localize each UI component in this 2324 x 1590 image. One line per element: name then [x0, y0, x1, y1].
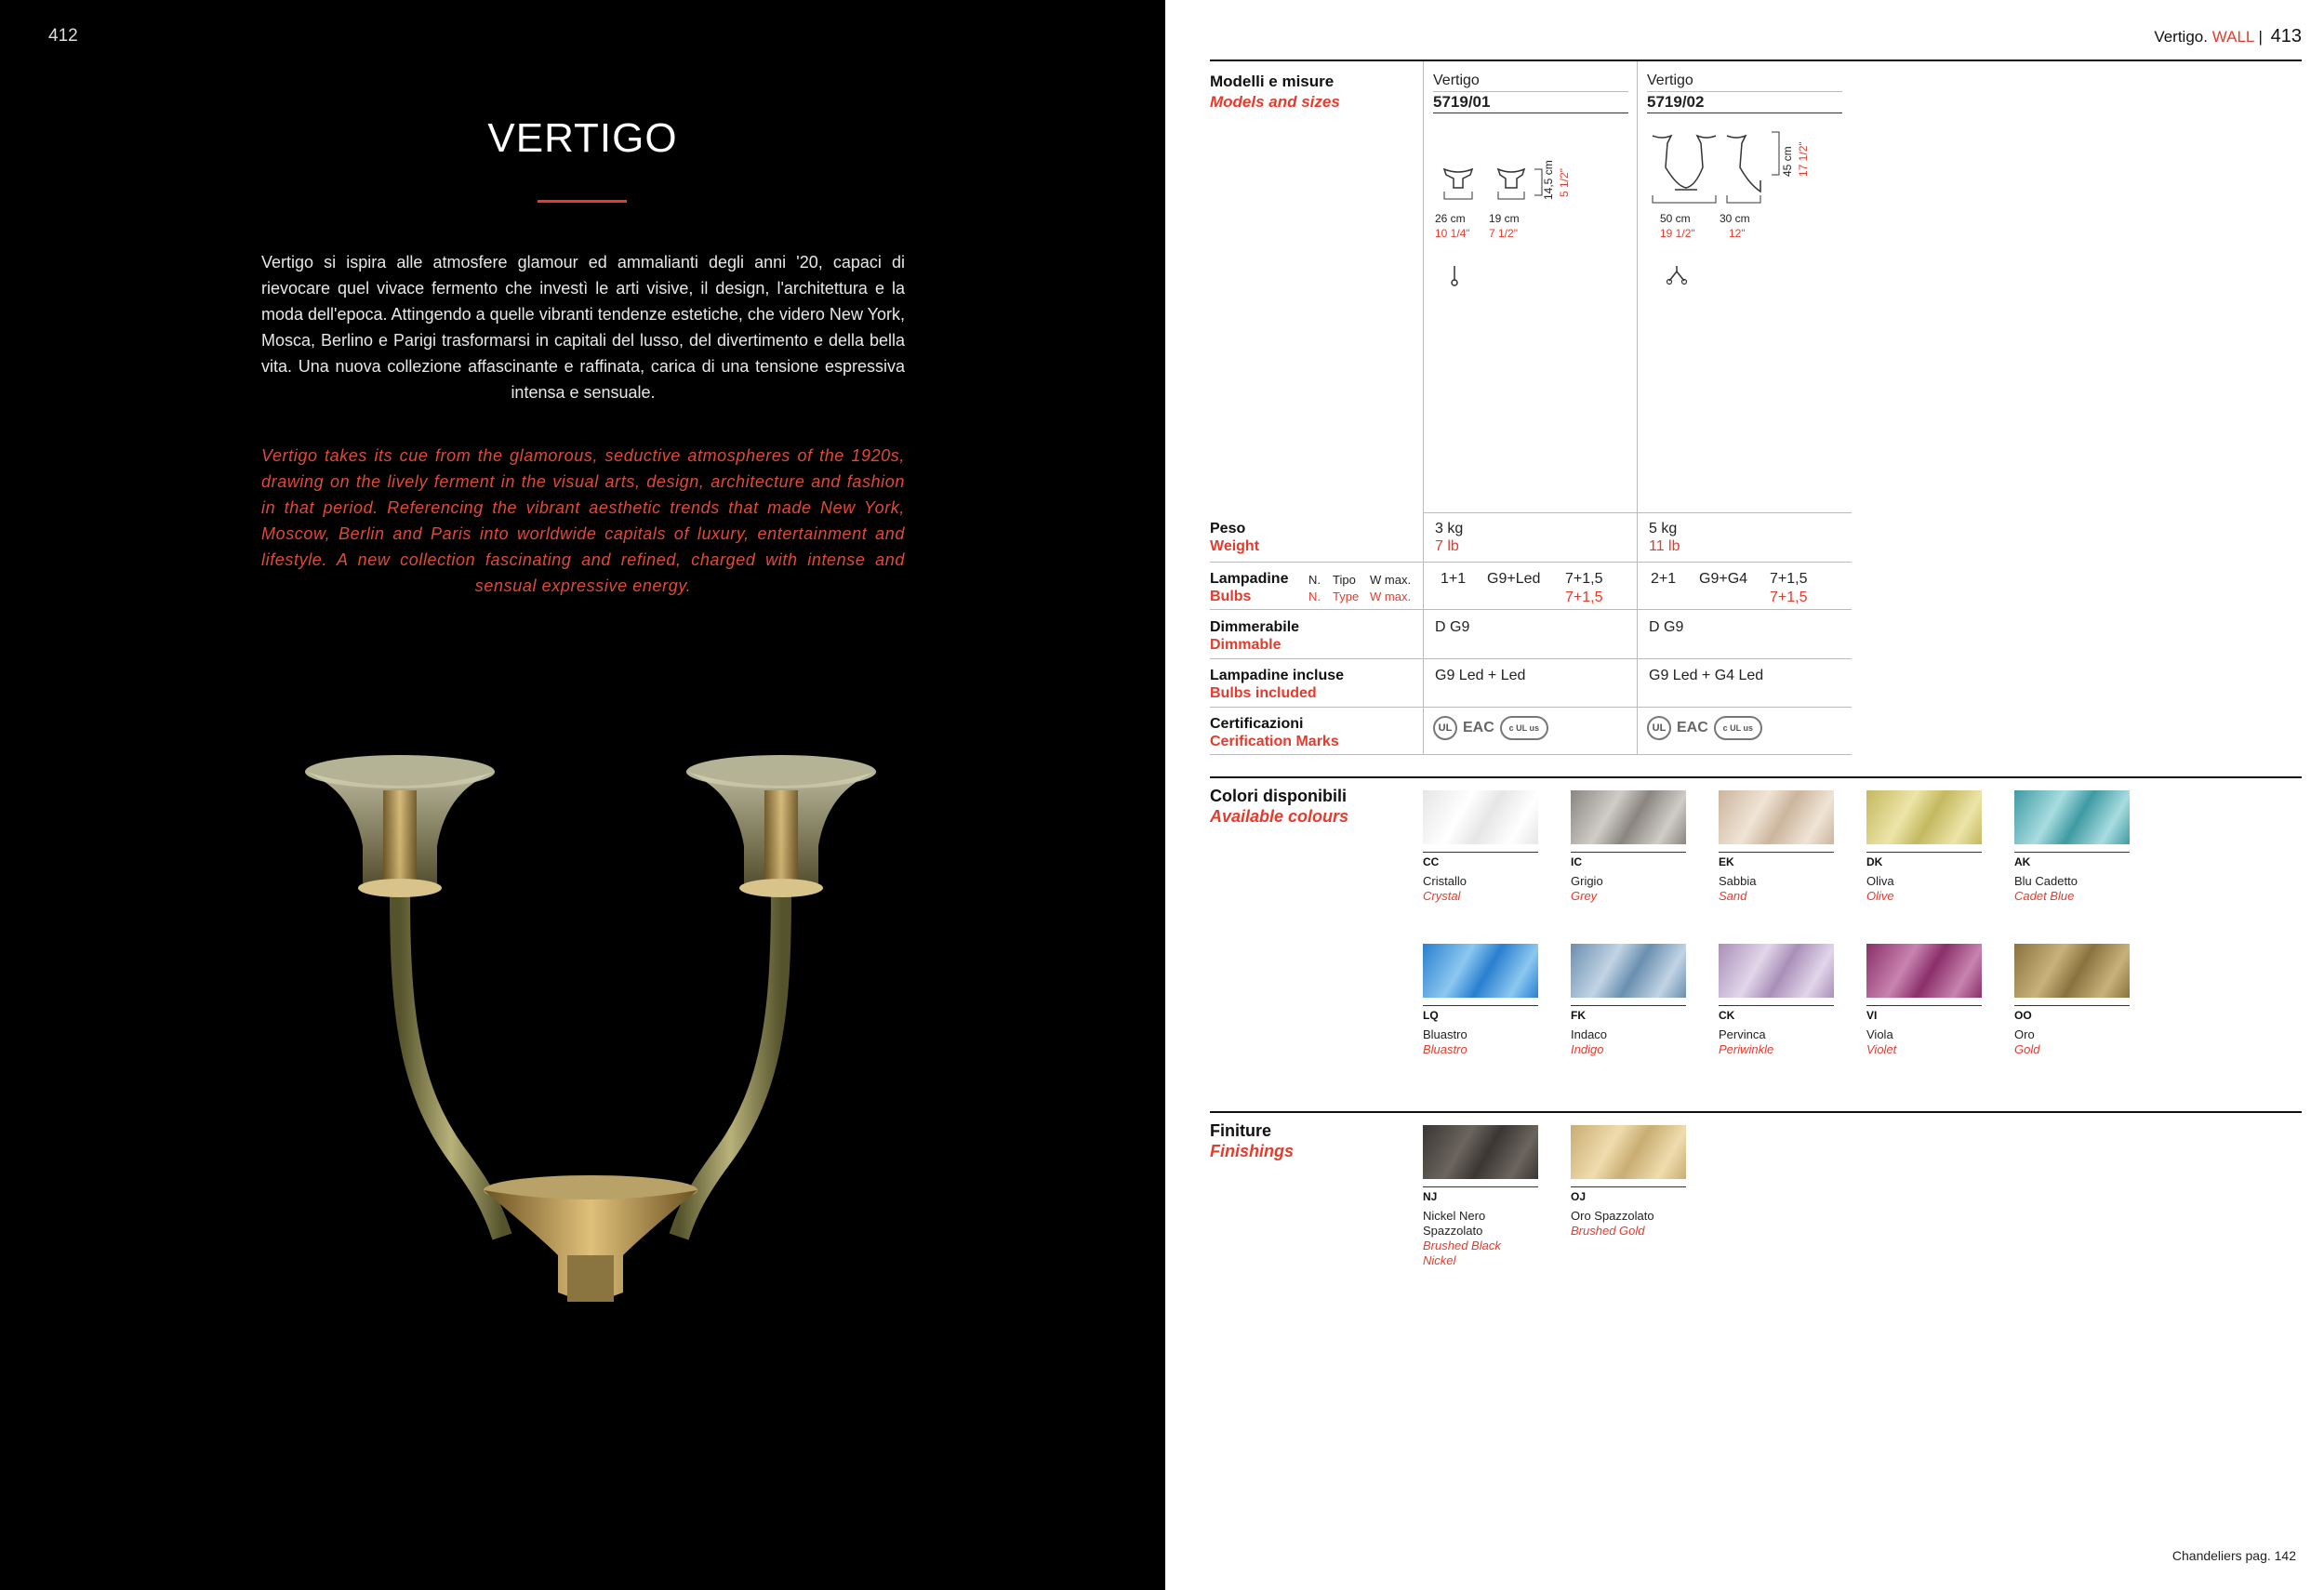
dimmable-label-en: Dimmable [1210, 637, 1282, 653]
swatch-rule [1866, 852, 1982, 853]
model-2-width-cm: 50 cm [1660, 212, 1691, 225]
finishe-code: OJ [1571, 1190, 1587, 1203]
colour-name-en: Bluastro [1423, 1042, 1467, 1056]
model-2-weight-lb: 11 lb [1649, 538, 1680, 554]
colour-code: DK [1866, 855, 1883, 868]
model-1-cert-marks [1433, 716, 1548, 740]
page-number-right: 413 [2270, 26, 2302, 46]
model-1-width-cm: 26 cm [1435, 212, 1466, 225]
colour-name-en: Violet [1866, 1042, 1897, 1056]
running-header: Vertigo. WALL | 413 [2154, 26, 2302, 46]
colour-swatch-image [1423, 944, 1538, 998]
model-2-height-cm: 45 cm [1781, 146, 1794, 177]
model-2-height-in: 17 1/2" [1797, 141, 1810, 177]
models-label-it: Modelli e misure [1210, 73, 1335, 90]
cert-label-it: Certificazioni [1210, 716, 1304, 732]
colour-code: IC [1571, 855, 1582, 868]
model-1-width-in: 10 1/4" [1435, 227, 1470, 240]
ul-mark-icon: UL [1647, 716, 1671, 740]
colour-swatch-image [1719, 790, 1834, 844]
wall-mount-icon [1666, 264, 1688, 286]
finishe-name-it: Oro Spazzolato [1571, 1209, 1654, 1223]
model-rule [1647, 91, 1842, 92]
model-1-bulb-n: 1+1 [1441, 571, 1467, 587]
included-label-it: Lampadine incluse [1210, 668, 1345, 683]
column-separator [1423, 61, 1424, 754]
cert-label-en: Cerification Marks [1210, 734, 1339, 749]
colour-code: VI [1866, 1009, 1878, 1022]
swatch-rule [1571, 1005, 1686, 1006]
colour-swatch-image [2014, 944, 2130, 998]
colour-code: EK [1719, 855, 1734, 868]
row-rule [1210, 609, 1852, 610]
colour-swatch [1866, 944, 1982, 1057]
ul-mark-icon: UL [1433, 716, 1457, 740]
model-2-code: 5719/02 [1647, 93, 1705, 111]
row-rule [1210, 754, 1852, 755]
model-1-dimmable: D G9 [1435, 619, 1470, 635]
swatch-rule [1423, 1005, 1538, 1006]
bulbs-n-label-en: N. [1308, 590, 1321, 603]
finishe-swatch-image [1571, 1125, 1686, 1179]
row-rule [1210, 562, 1852, 563]
colour-name-it: Cristallo [1423, 874, 1467, 888]
swatch-rule [1719, 1005, 1834, 1006]
finishe-name-it: Nickel Nero Spazzolato [1423, 1209, 1486, 1238]
colour-code: FK [1571, 1009, 1586, 1022]
bulbs-n-label-it: N. [1308, 573, 1321, 587]
colour-name-it: Oro [2014, 1027, 2035, 1041]
model-1-depth-in: 7 1/2" [1489, 227, 1518, 240]
model-2-name: Vertigo [1647, 73, 1693, 88]
model-1-name: Vertigo [1433, 73, 1480, 88]
swatch-rule [1571, 1186, 1686, 1187]
swatch-rule [1423, 1186, 1538, 1187]
model-2-depth-cm: 30 cm [1720, 212, 1750, 225]
swatch-rule [2014, 852, 2130, 853]
colour-swatch [1866, 790, 1982, 904]
column-separator [1637, 61, 1638, 754]
wall-lamp-2-light-icon [1649, 130, 1770, 210]
included-label-en: Bulbs included [1210, 685, 1317, 701]
finishe-name-en: Brushed Black Nickel [1423, 1239, 1501, 1267]
colour-swatch-image [1571, 790, 1686, 844]
colour-swatch-image [2014, 790, 2130, 844]
description-italian: Vertigo si ispira alle atmosfere glamour ed ammalianti degli anni '20, capaci di rievocare quel vivace fermento che investì le arti visive, il design, l'architettura e la moda dell'epoca. Attingendo a quelle vibranti tendenze estetiche, che videro New York, Mosca, Berlino e Parigi trasformarsi in capitali del lusso, del divertimento e della bella vita. Una nuova collezione affascinante e raffinata, carica di una tensione espressiva intensa e sensuale. [261, 253, 905, 402]
colour-swatch [1719, 790, 1834, 904]
model-2-cert-marks [1647, 716, 1762, 740]
swatch-rule [2014, 1005, 2130, 1006]
colour-name-en: Periwinkle [1719, 1042, 1774, 1056]
wall-mount-icon [1448, 264, 1461, 288]
colour-name-en: Olive [1866, 889, 1894, 903]
weight-label-en: Weight [1210, 538, 1260, 554]
colour-swatch-image [1866, 790, 1982, 844]
model-1-bulb-w: 7+1,5 [1565, 571, 1603, 587]
cul-mark-icon: c UL us [1500, 716, 1548, 740]
colour-name-it: Grigio [1571, 874, 1603, 888]
eac-mark-icon: EAC [1677, 720, 1708, 735]
colour-code: CC [1423, 855, 1440, 868]
finishes-label-it: Finiture [1210, 1121, 1271, 1140]
bulbs-type-label-en: Type [1333, 590, 1360, 603]
finishe-swatch-image [1423, 1125, 1538, 1179]
colour-name-en: Grey [1571, 889, 1598, 903]
colour-name-en: Cadet Blue [2014, 889, 2075, 903]
swatch-rule [1423, 852, 1538, 853]
colour-name-it: Indaco [1571, 1027, 1608, 1041]
colour-name-it: Viola [1866, 1027, 1893, 1041]
bulbs-type-label-it: Tipo [1333, 573, 1356, 587]
colour-name-en: Indigo [1571, 1042, 1604, 1056]
colour-swatch [2014, 790, 2130, 904]
page-footer: Chandeliers pag. 142 [2171, 1548, 2296, 1563]
colour-swatch [1571, 944, 1686, 1057]
colour-code: LQ [1423, 1009, 1439, 1022]
bulbs-label-it: Lampadine [1210, 571, 1289, 587]
dimmable-label-it: Dimmerabile [1210, 619, 1300, 635]
model-2-dimmable: D G9 [1649, 619, 1684, 635]
colours-label-it: Colori disponibili [1210, 787, 1347, 805]
right-page [1165, 0, 2324, 1590]
header-rule [1210, 60, 2302, 61]
page-title: VERTIGO [487, 115, 678, 161]
model-1-bulb-w2: 7+1,5 [1565, 590, 1603, 605]
weight-label-it: Peso [1210, 521, 1246, 537]
colour-swatch-image [1571, 944, 1686, 998]
chandelier-photo [260, 735, 930, 1330]
model-1-weight-kg: 3 kg [1435, 521, 1464, 537]
row-rule [1210, 707, 1852, 708]
bulbs-wmax-label-it: W max. [1370, 573, 1412, 587]
model-rule [1433, 91, 1628, 92]
swatch-rule [1866, 1005, 1982, 1006]
section-rule [1210, 1111, 2302, 1113]
description-english: Vertigo takes its cue from the glamorous, seductive atmospheres of the 1920s, drawing on the lively ferment in the visual arts, design, architecture and fashion in that period. Referencing the vibrant aesthetic trends that made New York, Moscow, Berlin and Paris into worldwide capitals of luxury, entertainment and lifestyle. A new collection fascinating and refined, charged with intense and sensual expressive energy. [261, 446, 905, 595]
finishe-code: NJ [1423, 1190, 1438, 1203]
row-rule [1210, 658, 1852, 659]
colour-name-en: Sand [1719, 889, 1747, 903]
swatch-rule [1571, 852, 1686, 853]
eac-mark-icon: EAC [1463, 720, 1494, 735]
model-1-height-in: 5 1/2" [1558, 168, 1571, 197]
wall-lamp-1-light-icon [1435, 158, 1547, 210]
page-number-left: 412 [48, 26, 78, 46]
model-1-bulb-type: G9+Led [1487, 571, 1541, 587]
colour-name-it: Blu Cadetto [2014, 874, 2078, 888]
model-1-depth-cm: 19 cm [1489, 212, 1520, 225]
bulbs-label-en: Bulbs [1210, 589, 1252, 604]
model-2-included: G9 Led + G4 Led [1649, 668, 1764, 683]
colour-swatch-image [1719, 944, 1834, 998]
finishe-swatch [1423, 1125, 1538, 1268]
bulbs-wmax-label-en: W max. [1370, 590, 1412, 603]
title-divider [538, 200, 627, 203]
model-1-code: 5719/01 [1433, 93, 1491, 111]
models-label-en: Models and sizes [1210, 93, 1340, 111]
model-2-width-in: 19 1/2" [1660, 227, 1695, 240]
finishes-label-en: Finishings [1210, 1142, 1294, 1160]
cul-mark-icon: c UL us [1714, 716, 1762, 740]
colour-swatch [1719, 944, 1834, 1057]
model-1-included: G9 Led + Led [1435, 668, 1526, 683]
colours-label-en: Available colours [1210, 807, 1349, 826]
colour-code: CK [1719, 1009, 1735, 1022]
colour-swatch-image [1423, 790, 1538, 844]
model-2-bulb-w: 7+1,5 [1770, 571, 1808, 587]
colour-swatch-image [1866, 944, 1982, 998]
model-2-weight-kg: 5 kg [1649, 521, 1678, 537]
colour-swatch [1423, 944, 1538, 1057]
colour-swatch [2014, 944, 2130, 1057]
model-2-bulb-n: 2+1 [1651, 571, 1677, 587]
header-collection: Vertigo. [2154, 28, 2208, 46]
model-2-depth-in: 12" [1729, 227, 1746, 240]
colour-swatch [1423, 790, 1538, 904]
model-1-weight-lb: 7 lb [1435, 538, 1459, 554]
row-rule [1423, 512, 1852, 513]
finishe-name-en: Brushed Gold [1571, 1224, 1645, 1238]
colour-name-it: Oliva [1866, 874, 1894, 888]
colour-code: AK [2014, 855, 2031, 868]
colour-name-it: Bluastro [1423, 1027, 1467, 1041]
swatch-rule [1719, 852, 1834, 853]
header-section: WALL [2211, 28, 2254, 46]
colour-name-en: Crystal [1423, 889, 1461, 903]
model-1-height-cm: 14,5 cm [1542, 160, 1555, 200]
colour-code: OO [2014, 1009, 2032, 1022]
colour-name-en: Gold [2014, 1042, 2040, 1056]
colour-name-it: Pervinca [1719, 1027, 1766, 1041]
model-2-bulb-type: G9+G4 [1699, 571, 1748, 587]
colour-swatch [1571, 790, 1686, 904]
section-rule [1210, 776, 2302, 778]
colour-name-it: Sabbia [1719, 874, 1757, 888]
model-2-bulb-w2: 7+1,5 [1770, 590, 1808, 605]
finishe-swatch [1571, 1125, 1686, 1239]
